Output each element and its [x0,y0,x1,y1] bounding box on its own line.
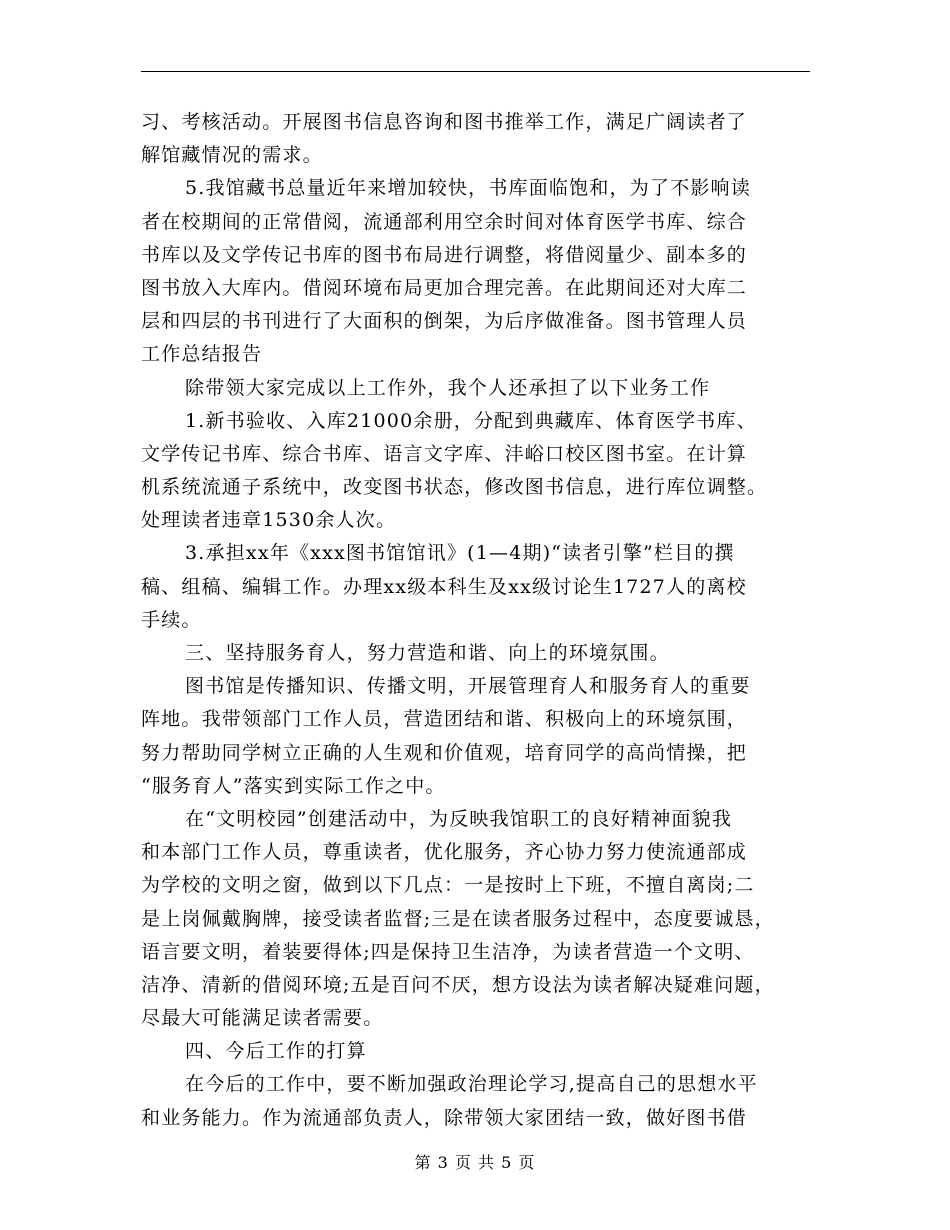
text-line: 3.承担xx年《xxx图书馆馆讯》(1—4期)“读者引擎”栏目的撰 [185,542,735,565]
text-line: 手续。 [141,608,202,631]
text-line: “服务育人”落实到实际工作之中。 [141,774,446,797]
text-line: 和业务能力。作为流通部负责人，除带领大家团结一致，做好图书借 [141,1106,748,1129]
text-line: 尽最大可能满足读者需要。 [141,1007,384,1030]
text-line: 1.新书验收、入库21000余册，分配到典藏库、体育医学书库、 [185,409,757,432]
text-line: 工作总结报告 [141,343,263,366]
text-line: 为学校的文明之窗，做到以下几点：一是按时上下班，不擅自离岗;二 [141,874,755,897]
text-line: 解馆藏情况的需求。 [141,144,323,167]
text-line: 5.我馆藏书总量近年来增加较快，书库面临饱和，为了不影响读 [185,177,751,200]
text-line: 图书放入大库内。借阅环境布局更加合理完善。在此期间还对大库二 [141,276,748,299]
text-line: 层和四层的书刊进行了大面积的倒架，为后序做准备。图书管理人员 [141,310,748,333]
text-line: 处理读者违章1530余人次。 [141,509,397,532]
text-line: 努力帮助同学树立正确的人生观和价值观，培育同学的高尚情操，把 [141,741,748,764]
document-body [141,106,813,1135]
text-line: 四、今后工作的打算 [185,1040,367,1063]
text-line: 在“文明校园”创建活动中，为反映我馆职工的良好精神面貌我 [185,807,733,830]
header-rule [141,71,810,72]
page-number: 第 3 页 共 5 页 [414,1153,536,1172]
text-line: 图书馆是传播知识、传播文明，开展管理育人和服务育人的重要 [185,675,751,698]
text-line: 者在校期间的正常借阅，流通部利用空余时间对体育医学书库、综合 [141,210,748,233]
text-line: 阵地。我带领部门工作人员，营造团结和谐、积极向上的环境氛围， [141,708,748,731]
text-line: 习、考核活动。开展图书信息咨询和图书推举工作，满足广阔读者了 [141,111,748,133]
text-line: 和本部门工作人员，尊重读者，优化服务，齐心协力努力使流通部成 [141,841,748,864]
text-line: 在今后的工作中，要不断加强政治理论学习,提高自己的思想水平 [185,1073,758,1096]
text-line: 文学传记书库、综合书库、语言文字库、沣峪口校区图书室。在计算 [141,442,748,465]
text-line: 三、坚持服务育人，努力营造和谐、向上的环境氛围。 [185,642,670,664]
text-line: 书库以及文学传记书库的图书布局进行调整，将借阅量少、副本多的 [141,243,748,266]
text-line: 稿、组稿、编辑工作。办理xx级本科生及xx级讨论生1727人的离校 [141,575,747,598]
text-line: 洁净、清新的借阅环境;五是百问不厌，想方设法为读者解决疑难问题， [141,973,775,996]
text-line: 除带领大家完成以上工作外，我个人还承担了以下业务工作 [185,376,711,399]
text-line: 语言要文明，着装要得体;四是保持卫生洁净，为读者营造一个文明、 [141,940,755,963]
text-line: 机系统流通子系统中，改变图书状态，修改图书信息，进行库位调整。 [141,476,768,499]
text-line: 是上岗佩戴胸牌，接受读者监督;三是在读者服务过程中，态度要诚恳， [141,907,775,930]
